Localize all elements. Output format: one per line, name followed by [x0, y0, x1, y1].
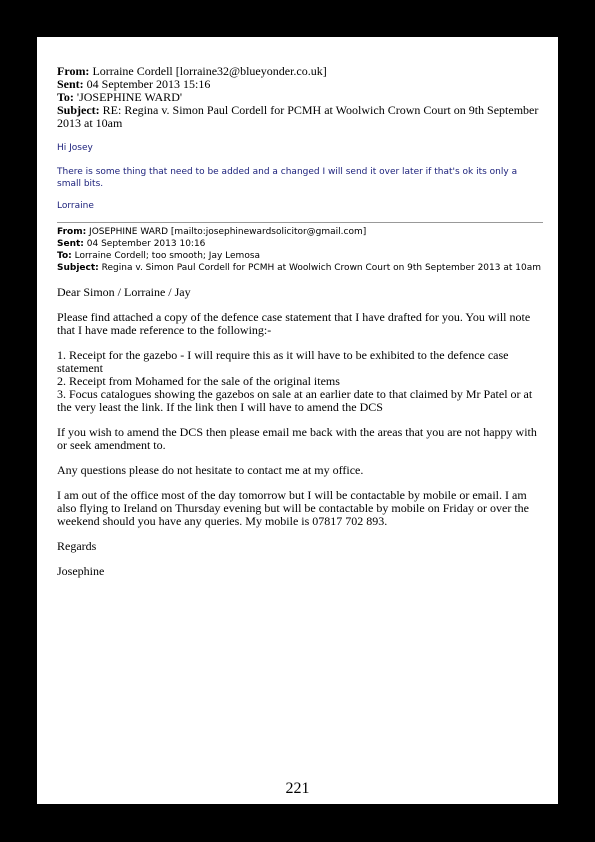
list-item: 1. Receipt for the gazebo - I will require this as it will have to be exhibited to the defence case statement — [57, 348, 509, 375]
reply-subject: RE: Regina v. Simon Paul Cordell for PCMH at Woolwich Crown Court on 9th September 2013 at 10am — [57, 103, 539, 130]
reply-from: Lorraine Cordell [lorraine32@blueyonder.co.uk] — [92, 64, 327, 78]
original-subject: Regina v. Simon Paul Cordell for PCMH at Woolwich Crown Court on 9th September 2013 at 10am — [101, 263, 541, 273]
reply-header — [57, 65, 543, 130]
separator-line — [57, 222, 543, 223]
reply-body: There is some thing that need to be added and a changed I will send it over later if that's ok its only a small bits. — [57, 167, 518, 189]
reply-subject-line: Subject: RE: Regina v. Simon Paul Cordell for PCMH at Woolwich Crown Court on 9th September 2013 at 10am — [57, 103, 539, 130]
original-to-line: To: Lorraine Cordell; too smooth; Jay Lemosa — [57, 251, 261, 261]
salutation: Dear Simon / Lorraine / Jay — [57, 285, 191, 299]
page-number: 221 — [285, 780, 310, 797]
reply-from-line: From: Lorraine Cordell [lorraine32@blueyonder.co.uk] — [57, 64, 327, 78]
list-item: 3. Focus catalogues showing the gazebos on sale at an earlier date to that claimed by Mr Patel or at the very least the link. If the link then I will have to amend the DCS — [57, 387, 533, 414]
paragraph-questions: Any questions please do not hesitate to contact me at my office. — [57, 463, 364, 477]
paragraph-availability: I am out of the office most of the day tomorrow but I will be contactable by mobile or email. I am also flying to Ireland on Thursday evening but will be contactable by mobile on Friday or over the weekend should you have any queries. My mobile is 07817 702 893. — [57, 488, 529, 528]
reply-to-line: To: 'JOSEPHINE WARD' — [57, 90, 183, 104]
email-content — [57, 65, 543, 578]
original-from-line: From: JOSEPHINE WARD [mailto:josephinewardsolicitor@gmail.com] — [57, 227, 367, 237]
paragraph-attachment: Please find attached a copy of the defence case statement that I have drafted for you. You will note that I have made reference to the following:- — [57, 310, 531, 337]
reply-to: 'JOSEPHINE WARD' — [76, 90, 183, 104]
signature: Josephine — [57, 564, 105, 578]
paragraph-amend: If you wish to amend the DCS then please email me back with the areas that you are not happy with or seek amendment to. — [57, 425, 537, 452]
regards: Regards — [57, 539, 97, 553]
original-body — [57, 286, 543, 578]
reply-sent: 04 September 2013 15:16 — [86, 77, 211, 91]
original-to: Lorraine Cordell; too smooth; Jay Lemosa — [74, 251, 261, 261]
list-item: 2. Receipt from Mohamed for the sale of the original items — [57, 374, 340, 388]
original-sent: 04 September 2013 10:16 — [86, 239, 206, 249]
reply-greeting: Hi Josey — [57, 143, 93, 153]
original-subject-line: Subject: Regina v. Simon Paul Cordell for PCMH at Woolwich Crown Court on 9th September 2013 at 10am — [57, 263, 541, 273]
original-header — [57, 226, 543, 274]
original-from: JOSEPHINE WARD [mailto:josephinewardsolicitor@gmail.com] — [89, 227, 367, 237]
reply-sent-line: Sent: 04 September 2013 15:16 — [57, 77, 211, 91]
original-sent-line: Sent: 04 September 2013 10:16 — [57, 239, 206, 249]
document-page — [37, 37, 558, 804]
reply-signoff: Lorraine — [57, 201, 94, 211]
